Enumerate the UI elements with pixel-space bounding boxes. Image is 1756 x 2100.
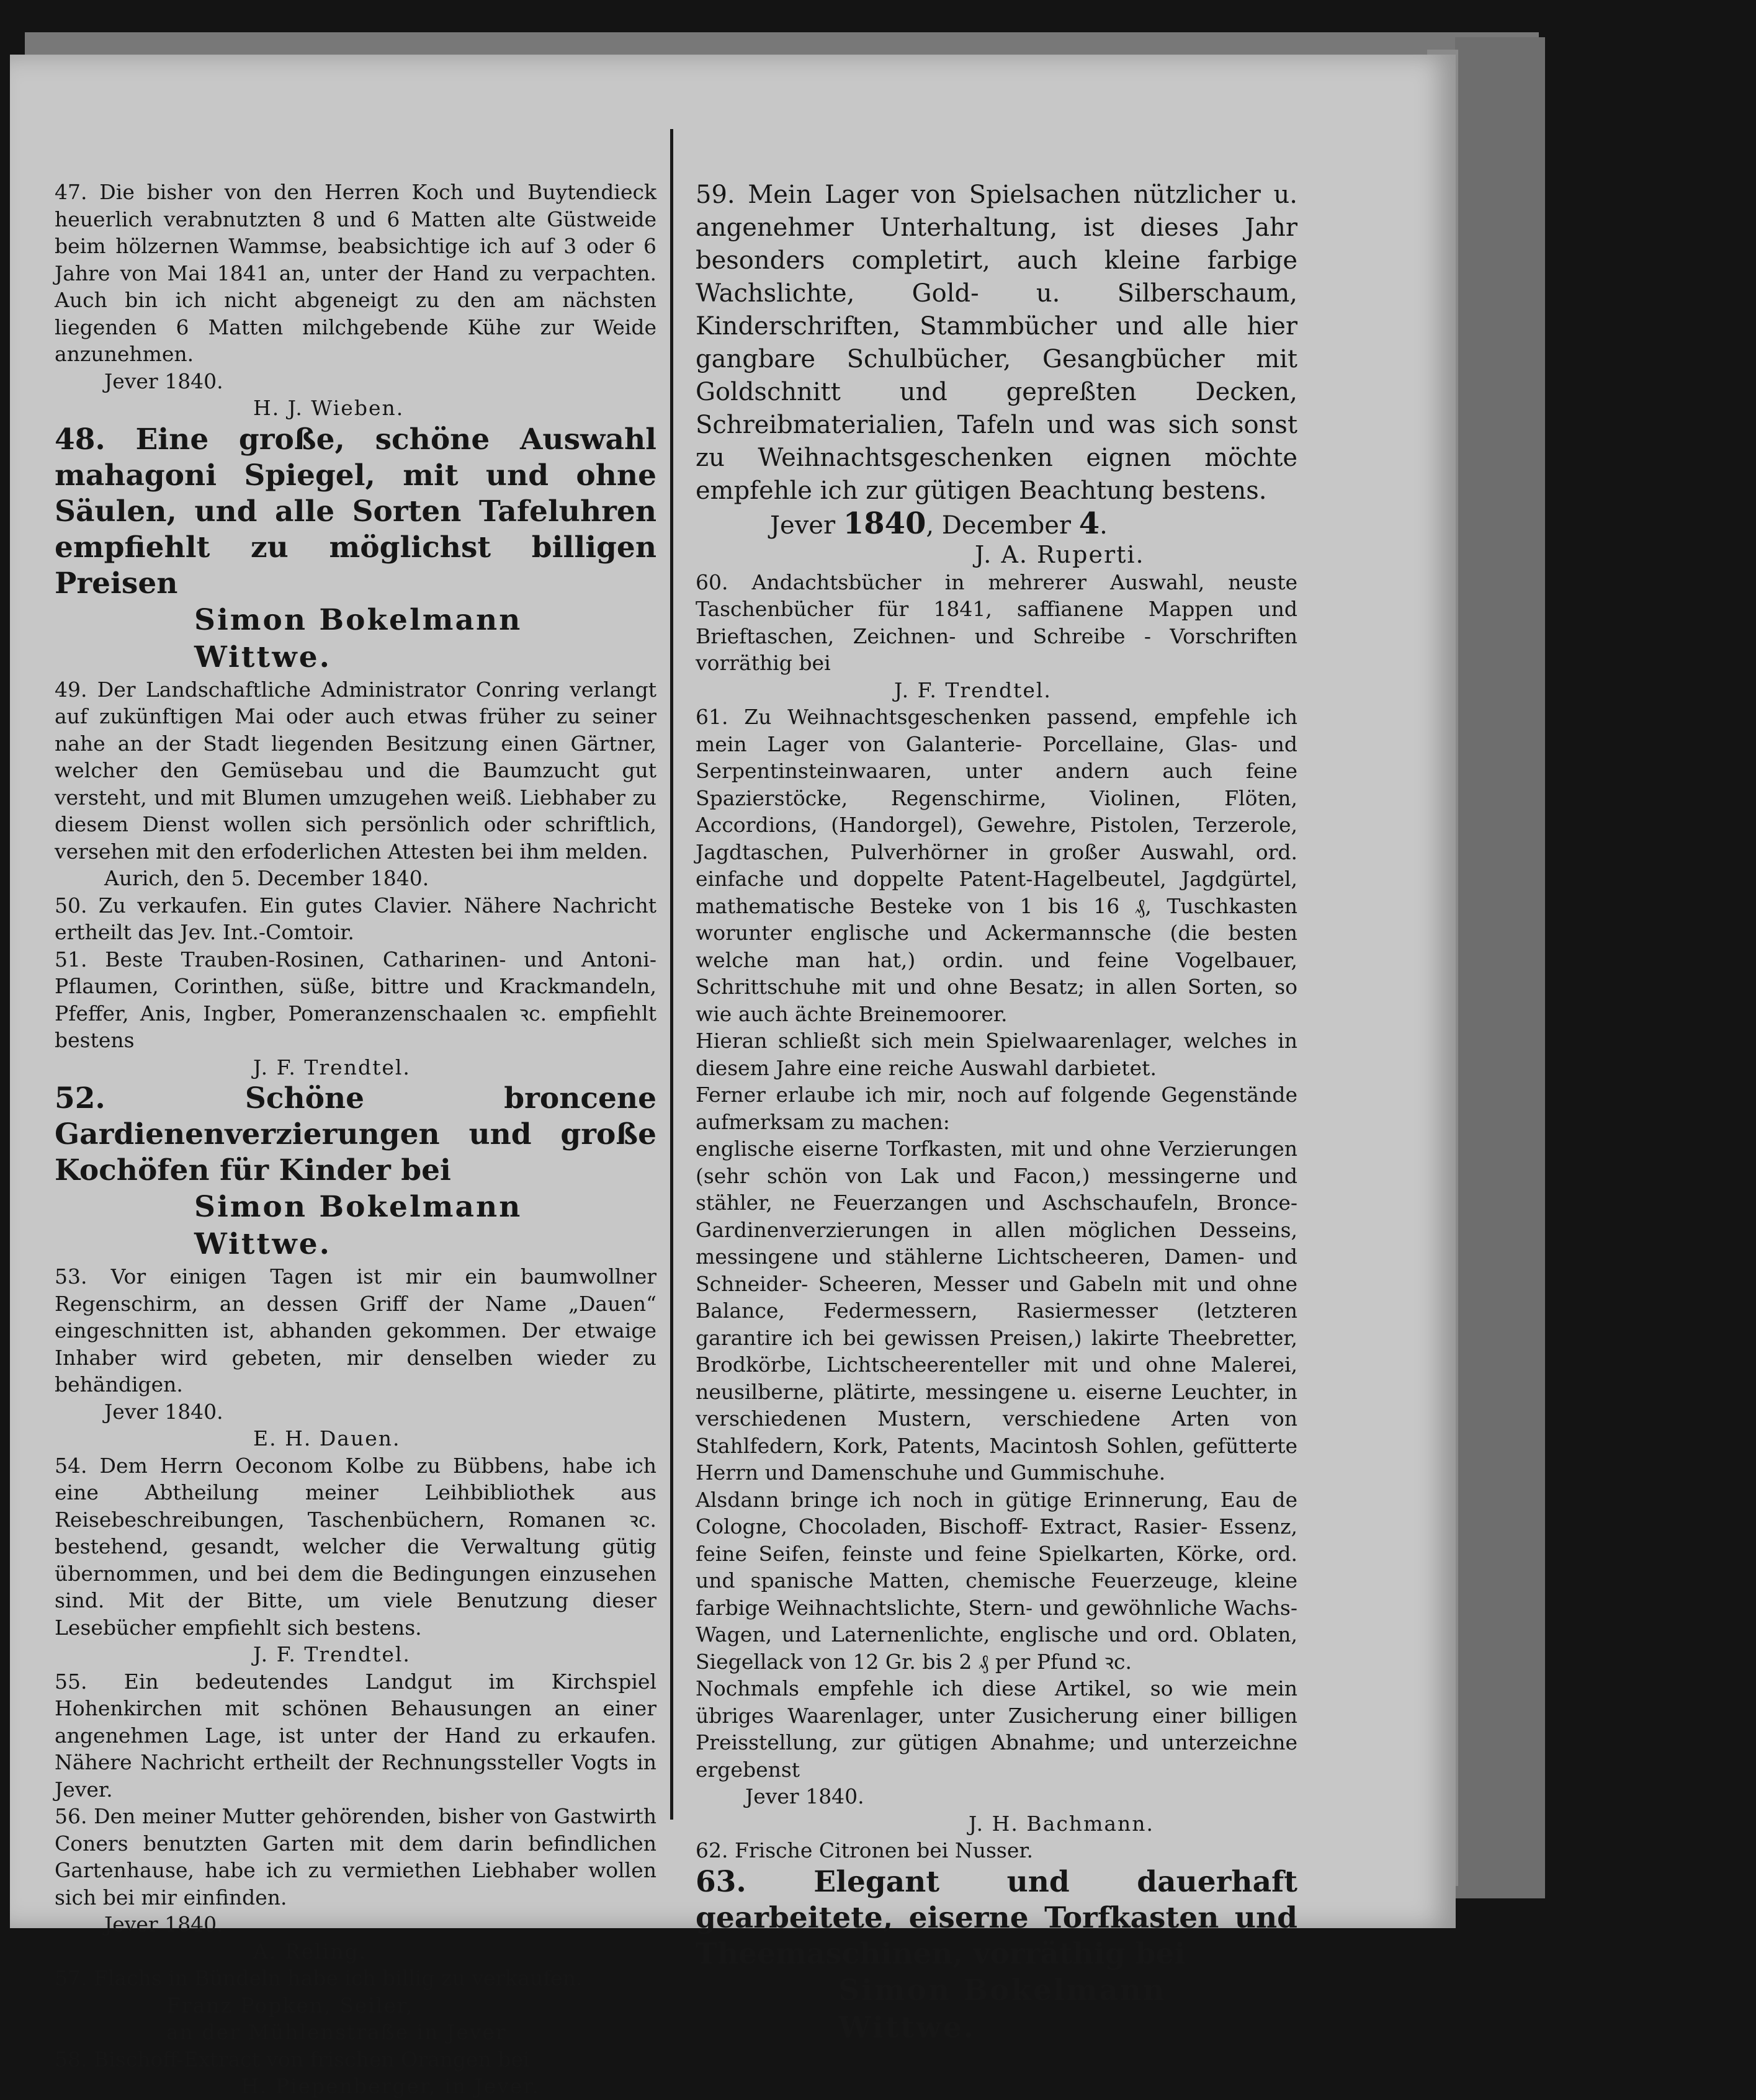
newspaper-page (10, 55, 1456, 2098)
ad-61-place: Jever 1840. (745, 1784, 864, 1808)
ad-61-text-4: englische eiserne Torfkasten, mit und ohne Verzierungen (sehr schön von Lak und Facon,) messingerne und stähler, ne Feuerzangen und Aschschaufeln, Bronce- Gardinenverzierungen in allen möglichen Desseins, messingene und stählerne Lichtscheeren, Damen- und Schneider- Scheeren, Messer und Gabeln mit und ohne Balance, Federmessern, Rasiermesser (letzteren garantire ich bei gewissen Preisen,) lakirte Theebretter, Brodkörbe, Lichtscheerenteller mit und ohne Malerei, neusilberne, plätirte, messingene u. eiserne Leuchter, in verschiedenen Mustern, verschiedene Arten von Stahlfedern, Kork, Patents, Macintosh Sohlen, gefütterte Herrn und Damenschuhe und Gummischuhe. (696, 1137, 1297, 1485)
ad-59-place-year: 1840 (843, 506, 926, 541)
ad-61-text-6: Nochmals empfehle ich diese Artikel, so wie mein übriges Waarenlager, unter Zusicherung einer billigen Preisstellung, zur gütigen Abnahme; und unterzeichne ergebenst (696, 1676, 1297, 1782)
ad-49-text: 49. Der Landschaftliche Administrator Conring verlangt auf zukünftigen Mai oder auch etwas früher zu seiner nahe an der Stadt liegenden Besitzung einen Gärtner, welcher den Gemüsebau und die Baumzucht gut versteht, und mit Blumen umzugehen weiß. Liebhaber zu diesem Dienst wollen sich persönlich oder schriftlich, versehen mit den erfoderlichen Attesten bei ihm melden. (55, 677, 656, 864)
ad-61-signature: J. H. Bachmann. (969, 1811, 1155, 1836)
ad-51-signature: J. F. Trendtel. (253, 1055, 411, 1079)
ad-57-text: 57. Flachs in Bündeln habe ich billig zu verkaufen. (55, 1966, 583, 1990)
ad-48-signature: Simon Bokelmann Wittwe. (194, 602, 522, 674)
ad-61-text-5: Alsdann bringe ich noch in gütige Erinnerung, Eau de Cologne, Chocoladen, Bischoff- Extract, Rasier- Essenz, feine Seifen, feinste und feine Spielkarten, Körke, ord. und spanische Matten, chemische Feuerzeuge, kleine farbige Weihnachtslichte, Stern- und gewöhnliche Wachs-Wagen, und Laternenlichte, englische und ord. Oblaten, Siegellack von 12 Gr. bis 2 ₰ per Pfund ꝛc. (696, 1487, 1297, 1674)
ad-48-text: 48. Eine große, schöne Auswahl mahagoni Spiegel, mit und ohne Säulen, und alle Sorten Tafeluhren empfiehlt zu möglichst billigen Preisen (55, 422, 656, 601)
ad-53-place: Jever 1840. (104, 1399, 223, 1424)
ad-59-place-suffix: . (1100, 511, 1108, 540)
ad-63-text: 63. Elegant und dauerhaft gearbeitete, eiserne Torfkasten und Theemaschinen, vorräthig bei (696, 1864, 1297, 1971)
ad-60-signature: J. F. Trendtel. (894, 677, 1052, 702)
ad-59-text: 59. Mein Lager von Spielsachen nützlicher u. angenehmer Unterhaltung, ist dieses Jahr besonders completirt, auch kleine farbige Wachslichte, Gold- u. Silberschaum, Kinderschriften, Stammbücher und alle hier gangbare Schulbücher, Gesangbücher mit Goldschnitt und gepreßten Decken, Schreibmaterialien, Tafeln und was sich sonst zu Weihnachtsgeschenken eignen möchte empfehle ich zur gütigen Beachtung bestens. (696, 181, 1297, 505)
ad-53-text: 53. Vor einigen Tagen ist mir ein baumwollner Regenschirm, an dessen Griff der Name „Dauen“ eingeschnitten ist, abhanden gekommen. Der etwaige Inhaber wird gebeten, mir denselben wieder zu behändigen. (55, 1264, 656, 1396)
ad-49-place: Aurich, den 5. December 1840. (104, 866, 429, 890)
ad-57-signature: Franz Popken, Seiler, an der Mühlenstraße in Jever (166, 1993, 507, 2044)
book-right-edge (1455, 37, 1545, 1898)
ad-63-signature: Simon Bokelmann Wittwe. (838, 1973, 1167, 2045)
ad-58-signature: H. Piepenberger, in Jever. (241, 2074, 540, 2098)
ad-52-text: 52. Schöne broncene Gardienenverzierungen und große Kochöfen für Kinder bei (55, 1081, 656, 1187)
ad-52-signature: Simon Bokelmann Wittwe. (194, 1190, 522, 1261)
ad-51-text: 51. Beste Trauben-Rosinen, Catharinen- und Antoni-Pflaumen, Corinthen, süße, bittre und Krackmandeln, Pfeffer, Anis, Ingber, Pomeranzenschaalen ꝛc. empfiehlt bestens (55, 947, 656, 1052)
ad-47-signature: H. J. Wieben. (253, 396, 405, 420)
ad-53-signature: E. H. Dauen. (253, 1426, 401, 1450)
ad-55-text: 55. Ein bedeutendes Landgut im Kirchspiel Hohenkirchen mit schönen Behausungen an einer angenehmen Lage, ist unter der Hand zu erkaufen. Nähere Nachricht ertheilt der Rechnungssteller Vogts in Jever. (55, 1669, 656, 1802)
right-column (696, 179, 1297, 2047)
ad-56-text: 56. Den meiner Mutter gehörenden, bisher von Gastwirth Coners benutzten Garten mit dem darin befindlichen Gartenhause, habe ich zu vermiethen Liebhaber wollen sich bei mir einfinden. (55, 1804, 656, 1910)
ad-59-place-day: 4 (1078, 506, 1100, 541)
ad-60-text: 60. Andachtsbücher in mehrerer Auswahl, neuste Taschenbücher für 1841, saffianene Mappen und Brieftaschen, Zeichnen- und Schreibe - Vorschriften vorräthig bei (696, 570, 1297, 675)
ad-58-text: 58. Bischoff-Extract von frischen Orangen bei (55, 2047, 530, 2071)
ad-54-signature: J. F. Trendtel. (253, 1642, 411, 1666)
ad-59-place-prefix: Jever (770, 511, 836, 540)
ad-62-text: 62. Frische Citronen bei Nusser. (696, 1838, 1033, 1862)
ad-59-signature: J. A. Ruperti. (975, 541, 1145, 568)
column-divider (670, 129, 673, 1820)
ad-54-text: 54. Dem Herrn Oeconom Kolbe zu Bübbens, habe ich eine Abtheilung meiner Leihbibliothek aus Reisebeschreibungen, Taschenbüchern, Romanen ꝛc. bestehend, gesandt, welcher die Verwaltung gütig übernommen, und bei dem die Bedingungen einzusehen sind. Mit der Bitte, um viele Benutzung dieser Lesebücher empfiehlt sich bestens. (55, 1453, 656, 1640)
ad-56-signature: A. Reling. (253, 1939, 367, 1964)
ad-61-text-2: Hieran schließt sich mein Spielwaarenlager, welches in diesem Jahre eine reiche Auswahl darbietet. (696, 1029, 1297, 1080)
ad-59-place (696, 507, 1297, 542)
left-column (55, 179, 656, 2100)
ad-47-text: 47. Die bisher von den Herren Koch und Buytendieck heuerlich verabnutzten 8 und 6 Matten alte Güstweide beim hölzernen Wammse, beabsichtige ich auf 3 oder 6 Jahre von Mai 1841 an, unter der Hand zu verpachten. Auch bin ich nicht abgeneigt zu den am nächsten liegenden 6 Matten milchgebende Kühe zur Weide anzunehmen. (55, 180, 656, 366)
ad-59-place-middle: , December (926, 511, 1071, 540)
ad-50-text: 50. Zu verkaufen. Ein gutes Clavier. Nähere Nachricht ertheilt das Jev. Int.-Comtoir. (55, 893, 656, 944)
ad-47-place: Jever 1840. (104, 369, 223, 393)
ad-56-place: Jever 1840. (104, 1912, 223, 1936)
ad-61-text-1: 61. Zu Weihnachtsgeschenken passend, empfehle ich mein Lager von Galanterie- Porcellaine, Glas- und Serpentinsteinwaaren, unter andern auch feine Spazierstöcke, Regenschirme, Violinen, Flöten, Accordions, (Handorgel), Gewehre, Pistolen, Terzerole, Jagdtaschen, Pulverhörner in großer Auswahl, ord. einfache und doppelte Patent-Hagelbeutel, Jagdgürtel, mathematische Besteke von 1 bis 16 ₰, Tuschkasten worunter englische und Ackermannsche (die besten welche man hat,) ordin. und feine Vogelbauer, Schrittschuhe mit und ohne Besatz; in allen Sorten, so wie auch ächte Breinemoorer. (696, 705, 1297, 1026)
ad-61-text-3: Ferner erlaube ich mir, noch auf folgende Gegenstände aufmerksam zu machen: (696, 1083, 1297, 1134)
